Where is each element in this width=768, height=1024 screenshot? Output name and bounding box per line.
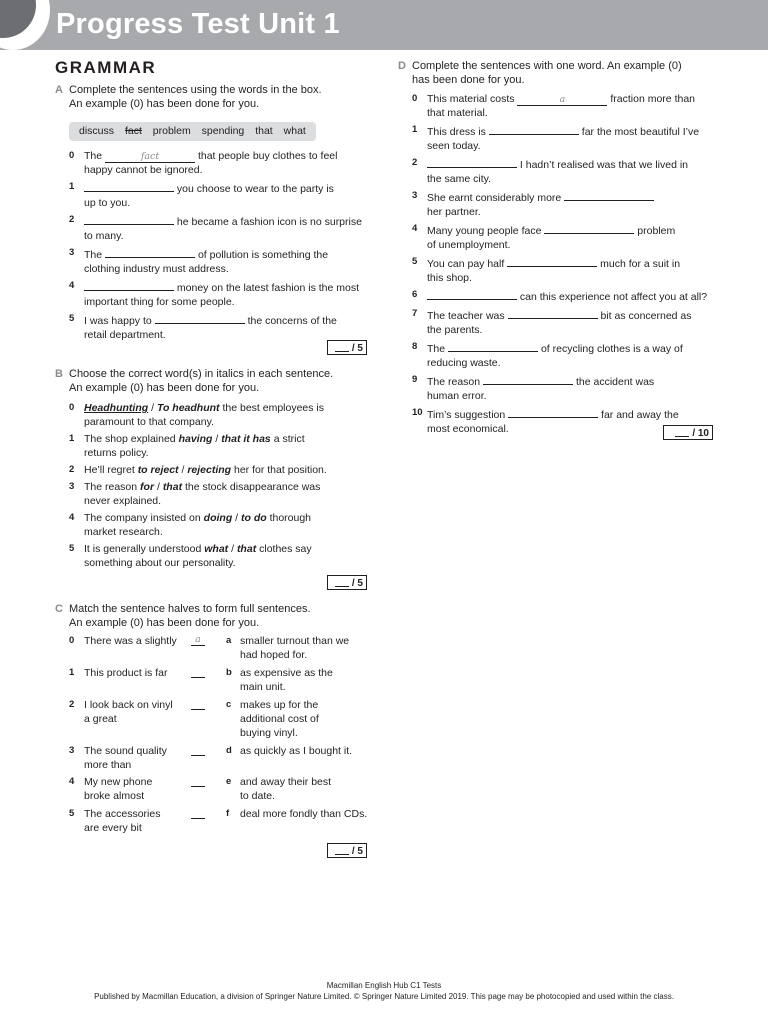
list-item: 8 The of recycling clothes is a way of reducing waste. bbox=[412, 341, 683, 369]
score-blank[interactable] bbox=[675, 426, 689, 437]
task-letter: C bbox=[55, 603, 63, 615]
answer-blank[interactable] bbox=[564, 189, 654, 201]
score-blank[interactable] bbox=[335, 844, 349, 855]
option[interactable]: having bbox=[178, 433, 213, 445]
list-item: 3 She earnt considerably more her partner. bbox=[398, 189, 716, 219]
score-box-a: / 5 bbox=[327, 340, 367, 355]
answer-blank[interactable] bbox=[84, 213, 174, 225]
list-item: 4 Many young people face problem of unemployment. bbox=[412, 223, 676, 251]
word-box-word: what bbox=[283, 125, 306, 137]
answer-blank[interactable] bbox=[191, 698, 205, 710]
option-chosen[interactable]: Headhunting bbox=[84, 402, 149, 414]
footer-copyright: Published by Macmillan Education, a division of Springer Nature Limited. © Springer Nature Limited 2019. This page may be photocopied and used within the class. bbox=[94, 992, 674, 1001]
left-column bbox=[55, 84, 370, 342]
task-a-items bbox=[55, 149, 370, 342]
answer-blank[interactable] bbox=[508, 406, 598, 418]
list-item: 7 The teacher was bit as concerned as the parents. bbox=[412, 308, 692, 336]
list-item: 5 I was happy to the concerns of the retail department. bbox=[69, 313, 337, 341]
list-item: 0 Headhunting / To headhunt the best employees is paramount to that company. bbox=[69, 402, 325, 428]
section-heading: GRAMMAR bbox=[55, 58, 157, 77]
word-box-word: spending bbox=[201, 125, 245, 137]
answer-blank[interactable] bbox=[155, 312, 245, 324]
word-box-word: that bbox=[255, 125, 273, 137]
list-item: 0 The fact that people buy clothes to feel happy cannot be ignored. bbox=[69, 150, 338, 176]
answer-blank[interactable] bbox=[427, 288, 517, 300]
task-b-instruction: B Choose the correct word(s) in italics in each sentence. An example (0) has been done for you. bbox=[55, 368, 334, 394]
list-item: 1 you choose to wear to the party is up to you. bbox=[69, 181, 334, 209]
task-b-items bbox=[55, 401, 370, 570]
task-d-instruction: D Complete the sentences with one word. An example (0) has been done for you. bbox=[398, 60, 682, 86]
task-c-instruction: C Match the sentence halves to form full sentences. An example (0) has been done for you. bbox=[55, 603, 311, 629]
list-item: 3 The reason for / that the stock disappearance was never explained. bbox=[69, 481, 321, 507]
task-d bbox=[398, 60, 716, 436]
word-box-word: problem bbox=[152, 125, 191, 137]
word-box-word: discuss bbox=[79, 125, 115, 137]
answer-blank[interactable] bbox=[508, 307, 598, 319]
score-box-d: / 10 bbox=[663, 425, 713, 440]
list-item: 2 I hadn’t realised was that we lived in the same city. bbox=[412, 157, 689, 185]
task-b bbox=[55, 368, 370, 570]
score-blank[interactable] bbox=[335, 341, 349, 352]
answer-blank[interactable] bbox=[105, 246, 195, 258]
answer-blank[interactable] bbox=[427, 156, 517, 168]
option[interactable]: doing bbox=[203, 512, 233, 524]
list-item: 0 This material costs a fraction more than that material. bbox=[412, 93, 696, 119]
footer-title: Macmillan English Hub C1 Tests bbox=[326, 981, 442, 990]
list-item: 4 The company insisted on doing / to do thorough market research. bbox=[69, 512, 312, 538]
answer-blank[interactable] bbox=[544, 222, 634, 234]
word-box-word-used: fact bbox=[124, 125, 142, 137]
list-item: 4 money on the latest fashion is the most important thing for some people. bbox=[69, 280, 360, 308]
answer-blank[interactable] bbox=[191, 775, 205, 787]
option[interactable]: to reject bbox=[137, 464, 179, 476]
answer-blank[interactable] bbox=[84, 279, 174, 291]
option[interactable]: to do bbox=[241, 512, 267, 524]
example-answer: a bbox=[517, 94, 607, 106]
option[interactable]: that it has bbox=[221, 433, 271, 445]
list-item: 5 You can pay half much for a suit in this shop. bbox=[412, 256, 681, 284]
list-item: 9 The reason the accident was human error. bbox=[412, 374, 655, 402]
list-item: 1 This dress is far the most beautiful I’ve seen today. bbox=[412, 124, 700, 152]
option[interactable]: To headhunt bbox=[156, 402, 220, 414]
list-item: 5 It is generally understood what / that clothes say something about our personality. bbox=[69, 543, 312, 569]
score-blank[interactable] bbox=[335, 576, 349, 587]
list-item: 6 can this experience not affect you at all? bbox=[412, 289, 708, 303]
answer-blank[interactable] bbox=[191, 807, 205, 819]
answer-blank[interactable] bbox=[84, 180, 174, 192]
answer-blank[interactable] bbox=[191, 744, 205, 756]
list-item: 2 He’ll regret to reject / rejecting her for that position. bbox=[69, 464, 327, 476]
answer-blank[interactable] bbox=[489, 123, 579, 135]
word-box bbox=[69, 122, 316, 141]
option[interactable]: that bbox=[236, 543, 257, 555]
list-item: 3 The of pollution is something the clothing industry must address. bbox=[69, 247, 329, 275]
answer-blank[interactable] bbox=[191, 666, 205, 678]
task-letter: B bbox=[55, 368, 63, 380]
answer-blank[interactable] bbox=[483, 373, 573, 385]
list-item: 10 Tim’s suggestion far and away the most economical. bbox=[412, 407, 679, 435]
task-c: C Match the sentence halves to form full sentences. An example (0) has been done for you. 0 There was a slightly a a smaller turnout than we had hoped for. 1 This product is far b as expensive as the main unit. 2 I look back on vinyl a great c makes up for the additional cost of buying vinyl. 3 The sound quality more than d as quickly as I bought it. 4 My new phone broke almost e and away their best to date. 5 The accessories are every bit f deal more fondly than CDs. bbox=[55, 603, 375, 833]
task-a bbox=[55, 84, 370, 342]
option[interactable]: what bbox=[204, 543, 229, 555]
option[interactable]: for bbox=[140, 481, 155, 493]
list-item: 2 he became a fashion icon is no surprise to many. bbox=[69, 214, 362, 242]
list-item: 1 The shop explained having / that it has a strict returns policy. bbox=[69, 433, 305, 459]
task-d-items bbox=[398, 92, 716, 436]
answer-blank[interactable] bbox=[507, 255, 597, 267]
task-letter: A bbox=[55, 84, 63, 96]
task-a-instruction: A Complete the sentences using the words in the box. An example (0) has been done for you. bbox=[55, 84, 322, 110]
score-box-b: / 5 bbox=[327, 575, 367, 590]
score-box-c: / 5 bbox=[327, 843, 367, 858]
example-answer: fact bbox=[105, 151, 195, 163]
example-answer: a bbox=[191, 634, 205, 646]
page-title: Progress Test Unit 1 bbox=[56, 8, 340, 40]
answer-blank[interactable] bbox=[448, 340, 538, 352]
task-letter: D bbox=[398, 60, 406, 72]
option[interactable]: rejecting bbox=[187, 464, 232, 476]
option[interactable]: that bbox=[162, 481, 183, 493]
